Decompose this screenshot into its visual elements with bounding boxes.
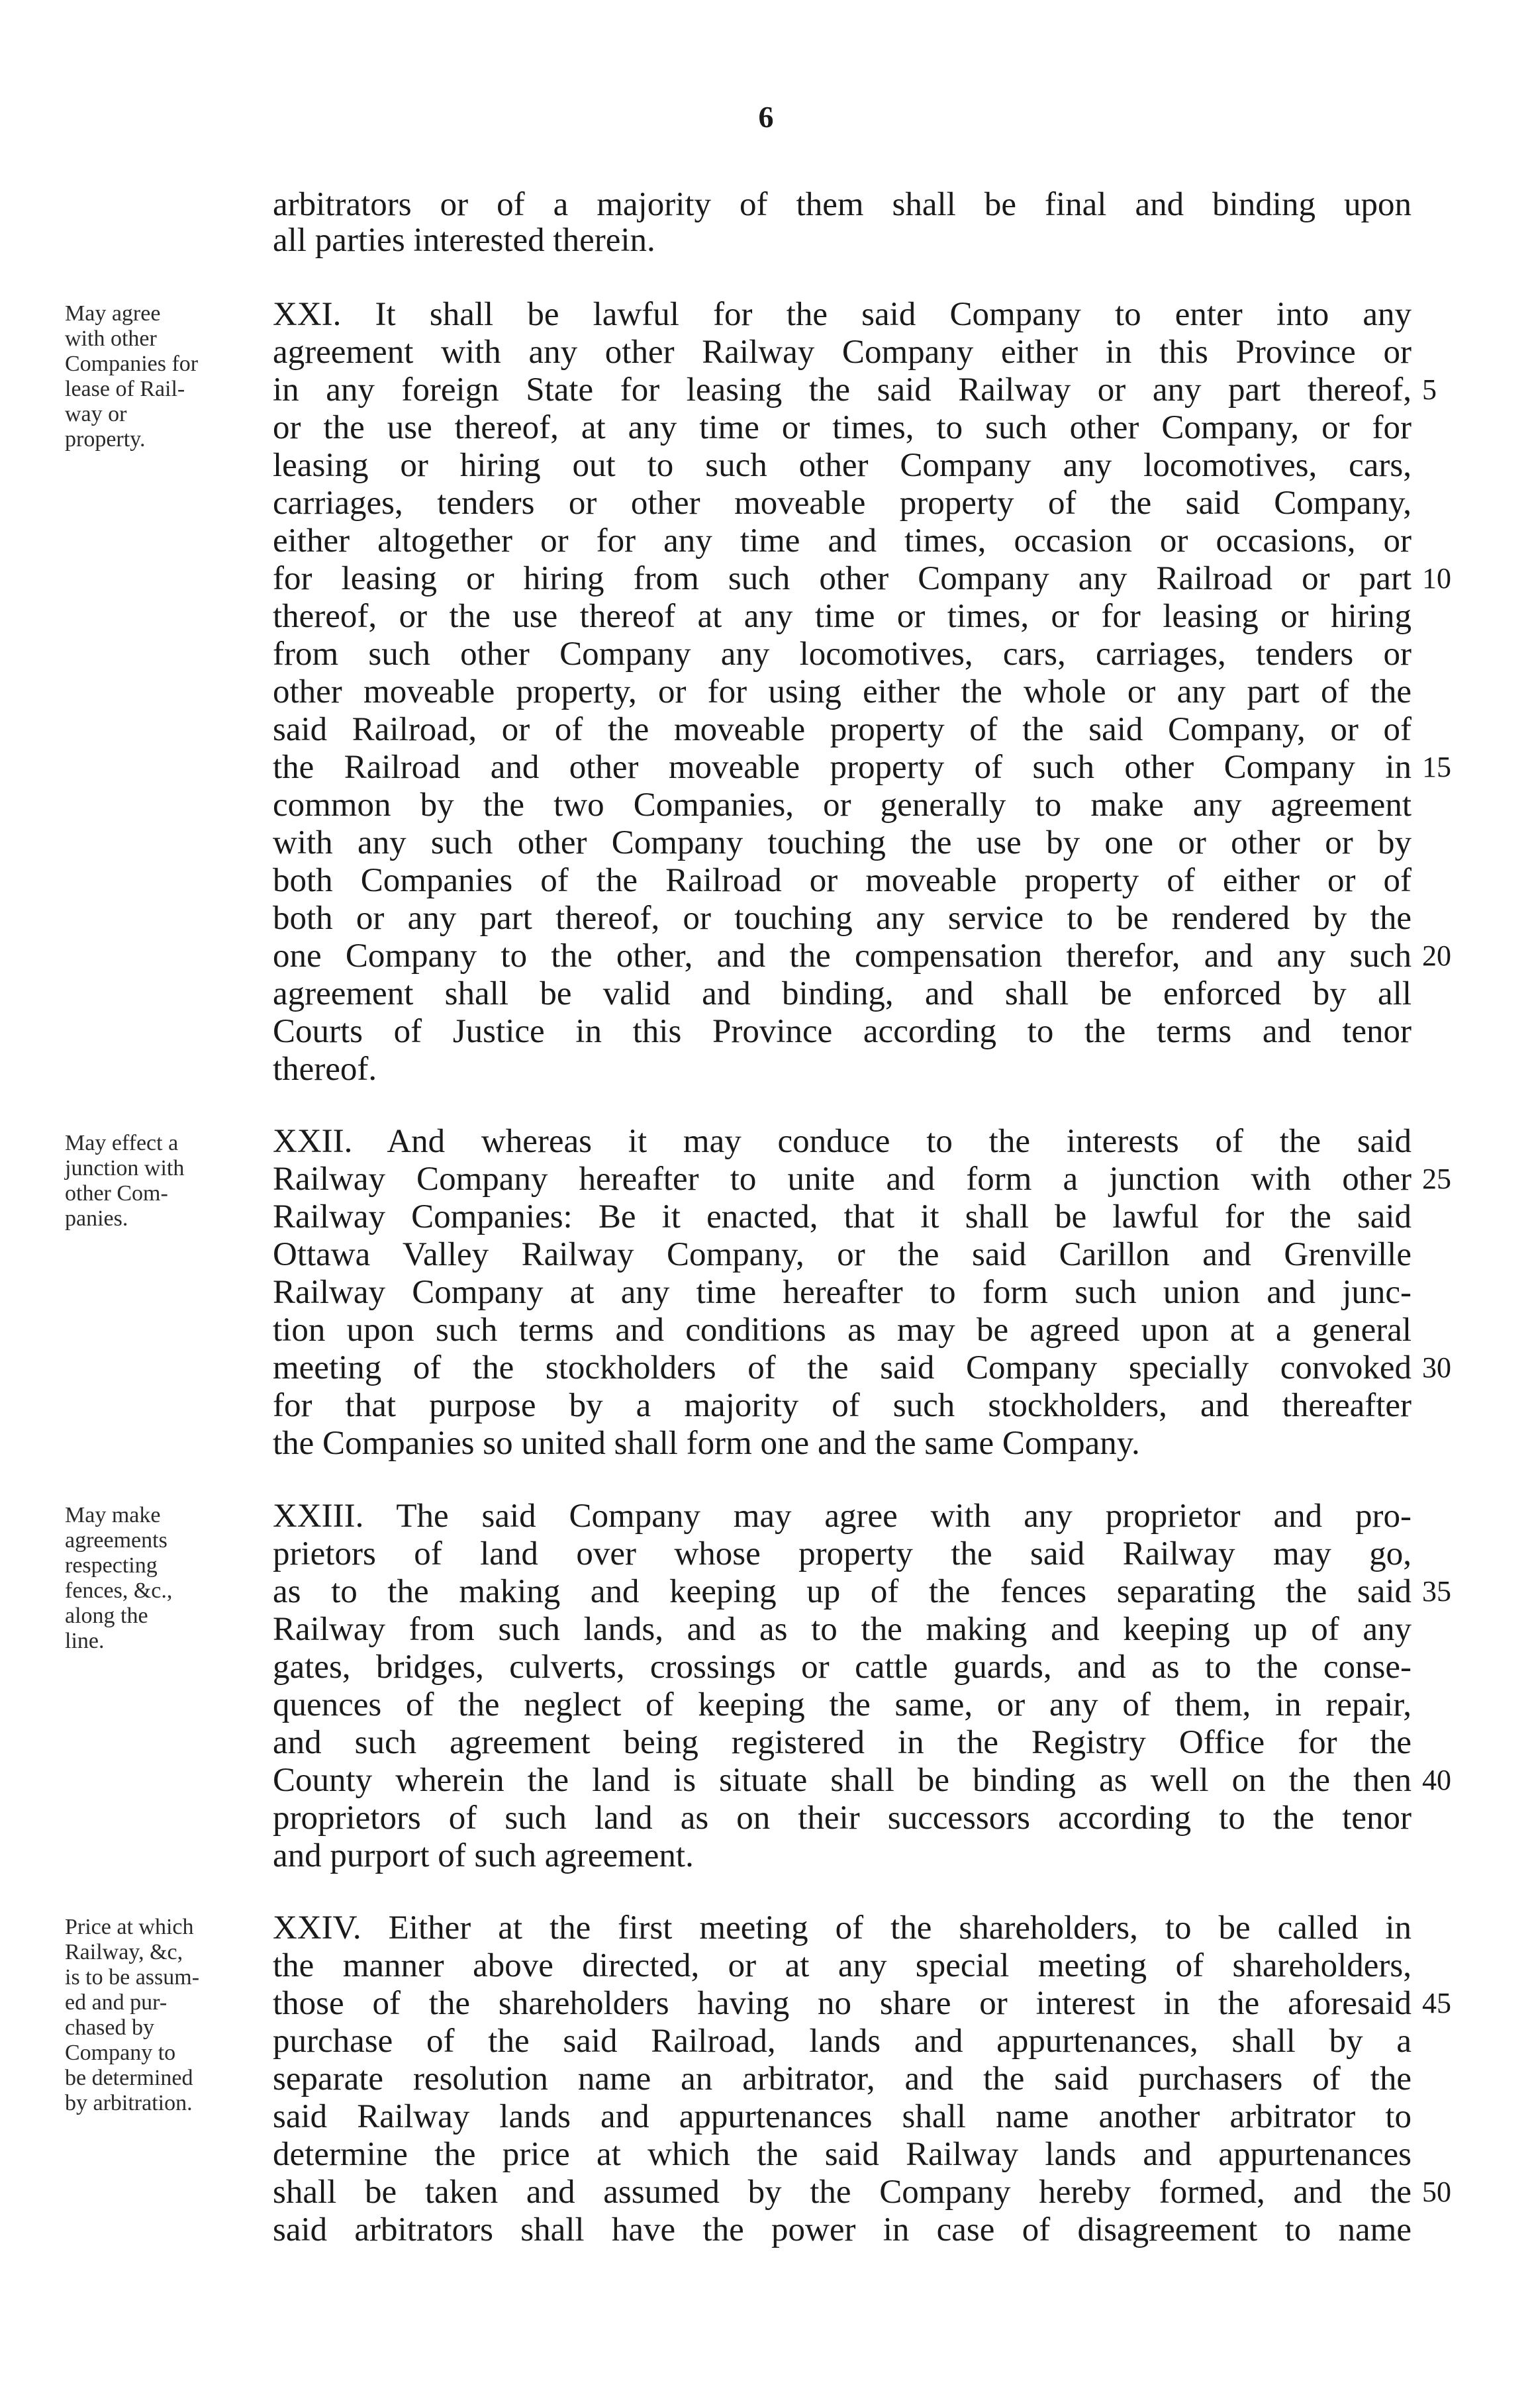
text-line: leasing or hiring out to such other Company any locomotives, cars,: [273, 448, 1412, 483]
text-line: Railway Company at any time hereafter to form such union and junc-: [273, 1275, 1412, 1310]
marginal-note-line: agreements: [65, 1528, 168, 1553]
marginal-note-line: other Com-: [65, 1181, 168, 1206]
text-line: either altogether or for any time and times, occasion or occasions, or: [273, 523, 1412, 559]
text-line: proprietors of such land as on their successors according to the tenor: [273, 1800, 1412, 1836]
line-number: 40: [1422, 1764, 1451, 1796]
text-line: both Companies of the Railroad or moveable property of either or of: [273, 863, 1412, 898]
page-number: 6: [758, 100, 774, 134]
marginal-note-line: ed and pur-: [65, 1990, 168, 2015]
text-line: in any foreign State for leasing the said Railway or any part thereof,: [273, 372, 1412, 408]
marginal-note-line: May effect a: [65, 1131, 179, 1155]
text-line: with any such other Company touching the use by one or other or by: [273, 825, 1412, 861]
marginal-note-line: respecting: [65, 1553, 158, 1578]
line-number: 35: [1422, 1575, 1451, 1608]
marginal-note-line: is to be assum-: [65, 1965, 200, 1990]
text-line: the manner above directed, or at any special meeting of shareholders,: [273, 1948, 1412, 1984]
text-line: said Railroad, or of the moveable property of the said Company, or of: [273, 712, 1412, 747]
text-line: the Companies so united shall form one and the same Company.: [273, 1425, 1140, 1461]
line-number: 20: [1422, 939, 1451, 972]
marginal-note-lease: [65, 301, 277, 452]
text-line: County wherein the land is situate shall be binding as well on the then: [273, 1762, 1412, 1798]
section-xxiv-heading-line: XXIV. Either at the first meeting of the shareholders, to be called in: [273, 1910, 1412, 1946]
text-line: both or any part thereof, or touching any service to be rendered by the: [273, 900, 1412, 936]
marginal-note-line: by arbitration.: [65, 2091, 193, 2115]
text-line: the Railroad and other moveable property of such other Company in: [273, 749, 1412, 785]
marginal-note-line: chased by: [65, 2015, 155, 2040]
marginal-note-arbitration: [65, 1915, 277, 2116]
text-line: shall be taken and assumed by the Company hereby formed, and the: [273, 2174, 1412, 2210]
text-line: those of the shareholders having no share or interest in the aforesaid: [273, 1986, 1412, 2021]
text-line: for leasing or hiring from such other Company any Railroad or part: [273, 561, 1412, 597]
text-line: agreement with any other Railway Company either in this Province or: [273, 334, 1412, 370]
text-line: as to the making and keeping up of the fences separating the said: [273, 1574, 1412, 1610]
text-line: all parties interested therein.: [273, 222, 655, 258]
text-line: other moveable property, or for using either the whole or any part of the: [273, 674, 1412, 710]
marginal-note-line: with other: [65, 326, 157, 351]
section-xxi-heading-line: XXI. It shall be lawful for the said Company to enter into any: [273, 297, 1412, 332]
text-line: separate resolution name an arbitrator, and the said purchasers of the: [273, 2061, 1412, 2097]
line-number: 15: [1422, 751, 1451, 783]
section-xxiii-heading-line: XXIII. The said Company may agree with any proprietor and pro-: [273, 1498, 1412, 1534]
text-line: tion upon such terms and conditions as may be agreed upon at a general: [273, 1312, 1412, 1348]
marginal-note-line: panies.: [65, 1206, 128, 1231]
marginal-note-line: Companies for: [65, 352, 199, 376]
text-line: and purport of such agreement.: [273, 1838, 694, 1874]
line-number: 10: [1422, 562, 1451, 595]
marginal-note-junction: [65, 1131, 277, 1231]
text-line: meeting of the stockholders of the said Company specially convoked: [273, 1350, 1412, 1386]
marginal-note-line: Price at which: [65, 1915, 194, 1939]
text-line: Railway Companies: Be it enacted, that it shall be lawful for the said: [273, 1199, 1412, 1235]
marginal-note-line: May agree: [65, 301, 161, 326]
text-line: arbitrators or of a majority of them shall be final and binding upon: [273, 187, 1412, 222]
text-line: determine the price at which the said Railway lands and appurtenances: [273, 2137, 1412, 2172]
marginal-note-line: fences, &c.,: [65, 1578, 173, 1603]
text-line: for that purpose by a majority of such stockholders, and thereafter: [273, 1388, 1412, 1423]
line-number: 5: [1422, 373, 1437, 406]
marginal-note-line: lease of Rail-: [65, 377, 185, 401]
line-number: 30: [1422, 1351, 1451, 1384]
marginal-note-line: be determined: [65, 2066, 193, 2090]
marginal-note-line: along the: [65, 1604, 148, 1628]
text-line: Railway from such lands, and as to the making and keeping up of any: [273, 1612, 1412, 1647]
text-line: and such agreement being registered in the Registry Office for the: [273, 1725, 1412, 1760]
text-line: Courts of Justice in this Province according to the terms and tenor: [273, 1014, 1412, 1049]
marginal-note-line: way or: [65, 402, 127, 426]
text-line: or the use thereof, at any time or times, to such other Company, or for: [273, 410, 1412, 446]
marginal-note-fences: [65, 1503, 277, 1654]
text-line: Ottawa Valley Railway Company, or the said Carillon and Grenville: [273, 1237, 1412, 1273]
text-line: quences of the neglect of keeping the same, or any of them, in repair,: [273, 1687, 1412, 1723]
marginal-note-line: line.: [65, 1629, 105, 1653]
text-line: said Railway lands and appurtenances shall name another arbitrator to: [273, 2099, 1412, 2135]
line-number: 25: [1422, 1163, 1451, 1195]
text-line: purchase of the said Railroad, lands and appurtenances, shall by a: [273, 2023, 1412, 2059]
text-line: thereof.: [273, 1051, 377, 1087]
line-number: 50: [1422, 2176, 1451, 2208]
text-line: common by the two Companies, or generally to make any agreement: [273, 787, 1412, 823]
section-xxii-heading-line: XXII. And whereas it may conduce to the interests of the said: [273, 1124, 1412, 1159]
marginal-note-line: property.: [65, 427, 146, 452]
marginal-note-line: junction with: [65, 1156, 185, 1180]
text-line: agreement shall be valid and binding, and shall be enforced by all: [273, 976, 1412, 1012]
text-line: from such other Company any locomotives, cars, carriages, tenders or: [273, 636, 1412, 672]
text-line: carriages, tenders or other moveable property of the said Company,: [273, 485, 1412, 521]
marginal-note-line: Company to: [65, 2041, 176, 2065]
text-line: gates, bridges, culverts, crossings or cattle guards, and as to the conse-: [273, 1649, 1412, 1685]
text-line: said arbitrators shall have the power in case of disagreement to name: [273, 2212, 1412, 2248]
marginal-note-line: May make: [65, 1503, 161, 1527]
text-line: thereof, or the use thereof at any time or times, or for leasing or hiring: [273, 599, 1412, 634]
marginal-note-line: Railway, &c,: [65, 1940, 183, 1964]
line-number: 45: [1422, 1987, 1451, 2019]
text-line: prietors of land over whose property the said Railway may go,: [273, 1536, 1412, 1572]
text-line: one Company to the other, and the compensation therefor, and any such: [273, 938, 1412, 974]
text-line: Railway Company hereafter to unite and form a junction with other: [273, 1161, 1412, 1197]
